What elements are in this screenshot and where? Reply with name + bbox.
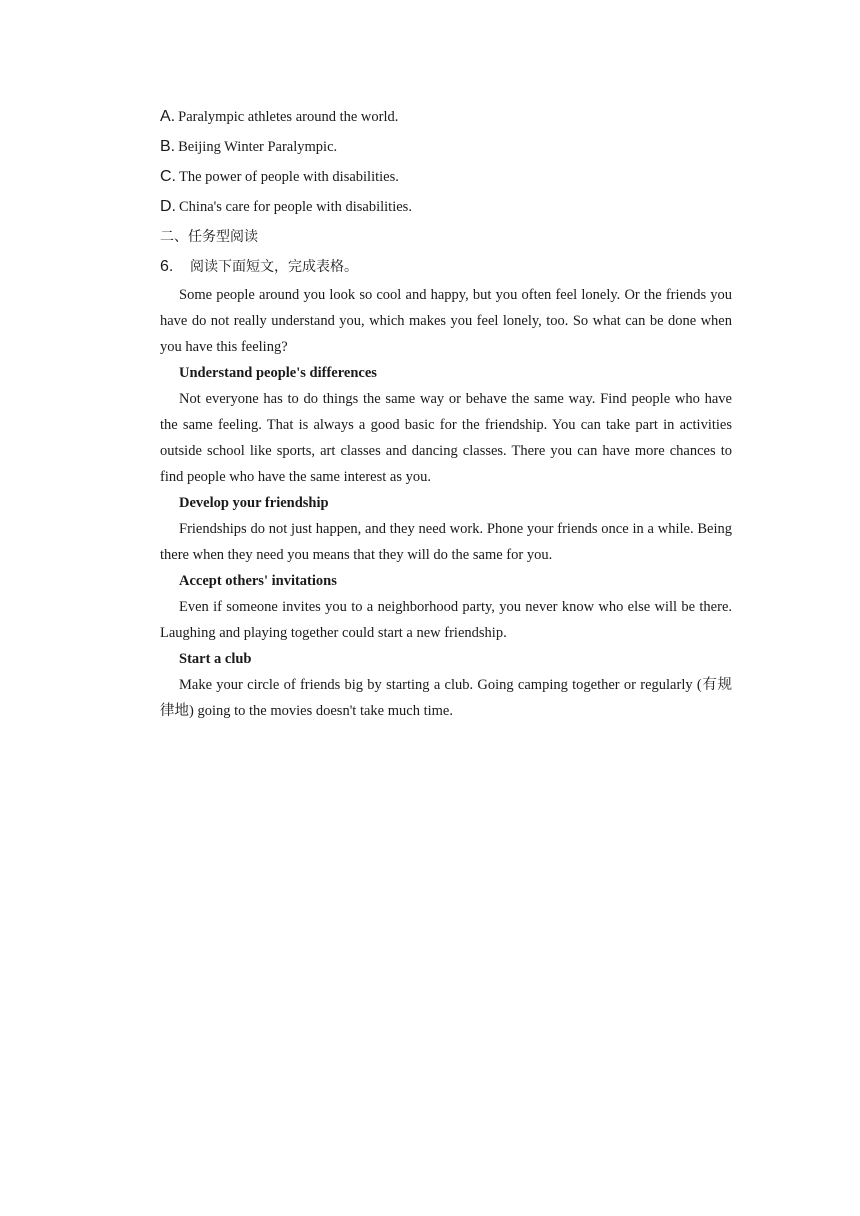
option-text: The power of people with disabilities.	[179, 169, 399, 185]
question-header	[160, 252, 732, 282]
option-letter: D.	[160, 198, 176, 215]
option-letter: A.	[160, 108, 176, 125]
passage-paragraph: Not everyone has to do things the same way or behave the same way. Find people who have the same feeling. That is always a good basic for the friendship. You can take part in activities outside school like sports, art classes and dancing classes. There you can have more chances to find people who have the same interest as you.	[160, 391, 732, 485]
option-a	[160, 102, 732, 132]
question-instruction: 阅读下面短文，完成表格。	[190, 259, 358, 275]
passage-heading: Develop your friendship	[179, 495, 329, 511]
option-c	[160, 162, 732, 192]
document-page	[160, 102, 732, 724]
option-text: Beijing Winter Paralympic.	[178, 139, 338, 155]
section-title: 二、任务型阅读	[160, 229, 258, 245]
passage-heading: Start a club	[179, 651, 252, 667]
passage-intro: Some people around you look so cool and happy, but you often feel lonely. Or the friends you have do not really understand you, which makes you feel lonely, too. So what can be done when you have this feeling?	[160, 287, 732, 355]
option-d	[160, 192, 732, 222]
option-letter: B.	[160, 138, 176, 155]
passage-heading: Understand people's differences	[179, 365, 377, 381]
option-text: China's care for people with disabilities.	[179, 199, 412, 215]
question-number: 6.	[160, 258, 174, 275]
option-letter: C.	[160, 168, 176, 185]
option-b	[160, 132, 732, 162]
option-text: Paralympic athletes around the world.	[178, 109, 399, 125]
passage-heading: Accept others' invitations	[179, 573, 337, 589]
passage-paragraph: Even if someone invites you to a neighborhood party, you never know who else will be there. Laughing and playing together could start a new friendship.	[160, 599, 732, 641]
passage-paragraph: Friendships do not just happen, and they need work. Phone your friends once in a while. Being there when they need you means that they will do the same for you.	[160, 521, 732, 563]
passage-paragraph: Make your circle of friends big by starting a club. Going camping together or regularly (有规律地) going to the movies doesn't take much time.	[160, 677, 732, 719]
